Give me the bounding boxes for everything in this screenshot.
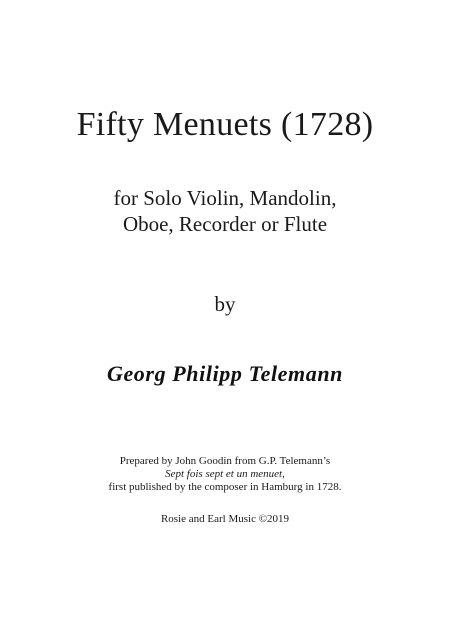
- copyright-notice: Rosie and Earl Music ©2019: [160, 513, 290, 525]
- subtitle-line-1: for Solo Violin, Mandolin,: [113, 186, 337, 210]
- prepared-line-1: Prepared by John Goodin from G.P. Telemann’s: [119, 455, 331, 467]
- instrumentation-subtitle: [0, 185, 450, 237]
- prepared-line-3: first published by the composer in Hamburg in 1728.: [108, 481, 342, 493]
- prepared-line-2: Sept fois sept et un menuet,: [165, 468, 285, 480]
- subtitle-line-2: Oboe, Recorder or Flute: [122, 212, 328, 236]
- composer-name: Georg Philipp Telemann: [106, 361, 344, 386]
- by-label: by: [214, 292, 236, 316]
- page-title: Fifty Menuets (1728): [76, 106, 374, 143]
- preparation-note: [0, 455, 450, 494]
